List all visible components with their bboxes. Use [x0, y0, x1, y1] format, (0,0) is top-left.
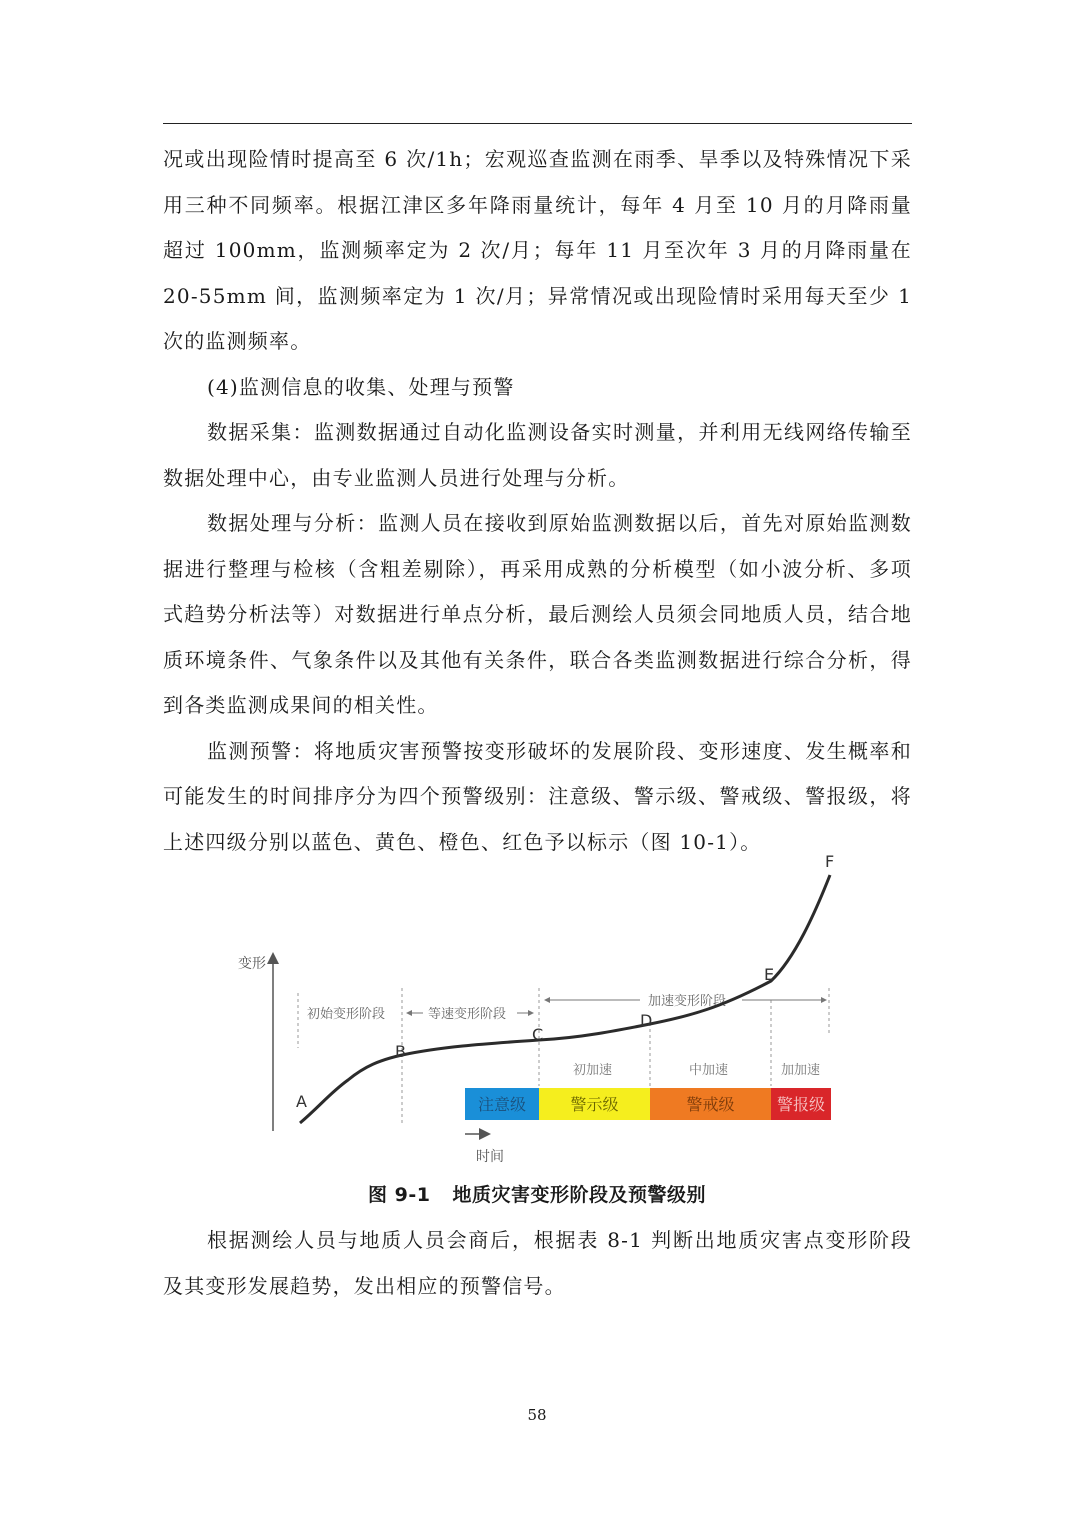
warning-level-bars — [465, 1088, 831, 1120]
x-axis-label: 时间 — [476, 1149, 504, 1165]
paragraph: 数据采集：监测数据通过自动化监测设备实时测量，并利用无线网络传输至数据处理中心，由专业监测人员进行处理与分析。 — [163, 420, 912, 490]
stage-label-initial: 初始变形阶段 — [307, 1007, 386, 1022]
sub-stage-label: 初加速 — [573, 1063, 613, 1078]
level-label: 警报级 — [776, 1095, 826, 1114]
stage-label-accelerating: 加速变形阶段 — [648, 994, 727, 1009]
point-label-e: E — [764, 965, 775, 984]
page-number: 58 — [527, 1406, 547, 1424]
paragraph: 数据处理与分析：监测人员在接收到原始监测数据以后，首先对原始监测数据进行整理与检核（含粗差剔除），再采用成熟的分析模型（如小波分析、多项式趋势分析法等）对数据进行单点分析，最后测绘人员须会同地质人员，结合地质环境条件、气象条件以及其他有关条件，联合各类监测数据进行综合分析，得到各类监测成果间的相关性。 — [163, 511, 912, 717]
paragraph: 根据测绘人员与地质人员会商后，根据表 8-1 判断出地质灾害点变形阶段及其变形发展趋势，发出相应的预警信号。 — [163, 1228, 912, 1298]
paragraph: 况或出现险情时提高至 6 次/1h；宏观巡查监测在雨季、旱季以及特殊情况下采用三种不同频率。根据江津区多年降雨量统计，每年 4 月至 10 月的月降雨量超过 100mm，监测频率定为 2 次/月；每年 11 月至次年 3 月的月降雨量在 20-55mm 间，监测频率定为 1 次/月；异常情况或出现险情时采用每天至少 1 次的监测频率。 — [163, 147, 912, 353]
level-label: 警示级 — [570, 1095, 619, 1114]
header-rule — [163, 123, 912, 124]
deformation-curve — [300, 875, 830, 1123]
level-label: 警戒级 — [686, 1095, 735, 1114]
point-label-d: D — [640, 1011, 653, 1030]
caption-title: 地质灾害变形阶段及预警级别 — [452, 1184, 706, 1206]
point-label-f: F — [825, 852, 835, 871]
stage-label-constant: 等速变形阶段 — [428, 1007, 507, 1022]
sub-stage-label: 加加速 — [781, 1063, 821, 1078]
deformation-stage-figure — [230, 848, 850, 1168]
section-heading: (4)监测信息的收集、处理与预警 — [207, 374, 515, 399]
point-label-b: B — [395, 1042, 406, 1061]
y-axis-label: 变形 — [238, 956, 266, 972]
paragraph: 监测预警：将地质灾害预警按变形破坏的发展阶段、变形速度、发生概率和可能发生的时间排序分为四个预警级别：注意级、警示级、警戒级、警报级，将上述四级分别以蓝色、黄色、橙色、红色予以标示（图 10-1）。 — [163, 738, 912, 854]
point-label-c: C — [532, 1025, 544, 1044]
body-text-bottom — [163, 1218, 912, 1309]
figure-caption — [0, 1180, 1074, 1207]
sub-stage-label: 中加速 — [689, 1063, 729, 1078]
caption-number: 图 9-1 — [368, 1184, 431, 1206]
figure-svg — [230, 848, 850, 1168]
point-label-a: A — [296, 1092, 307, 1111]
level-label: 注意级 — [477, 1095, 527, 1114]
body-text-top — [163, 137, 912, 865]
